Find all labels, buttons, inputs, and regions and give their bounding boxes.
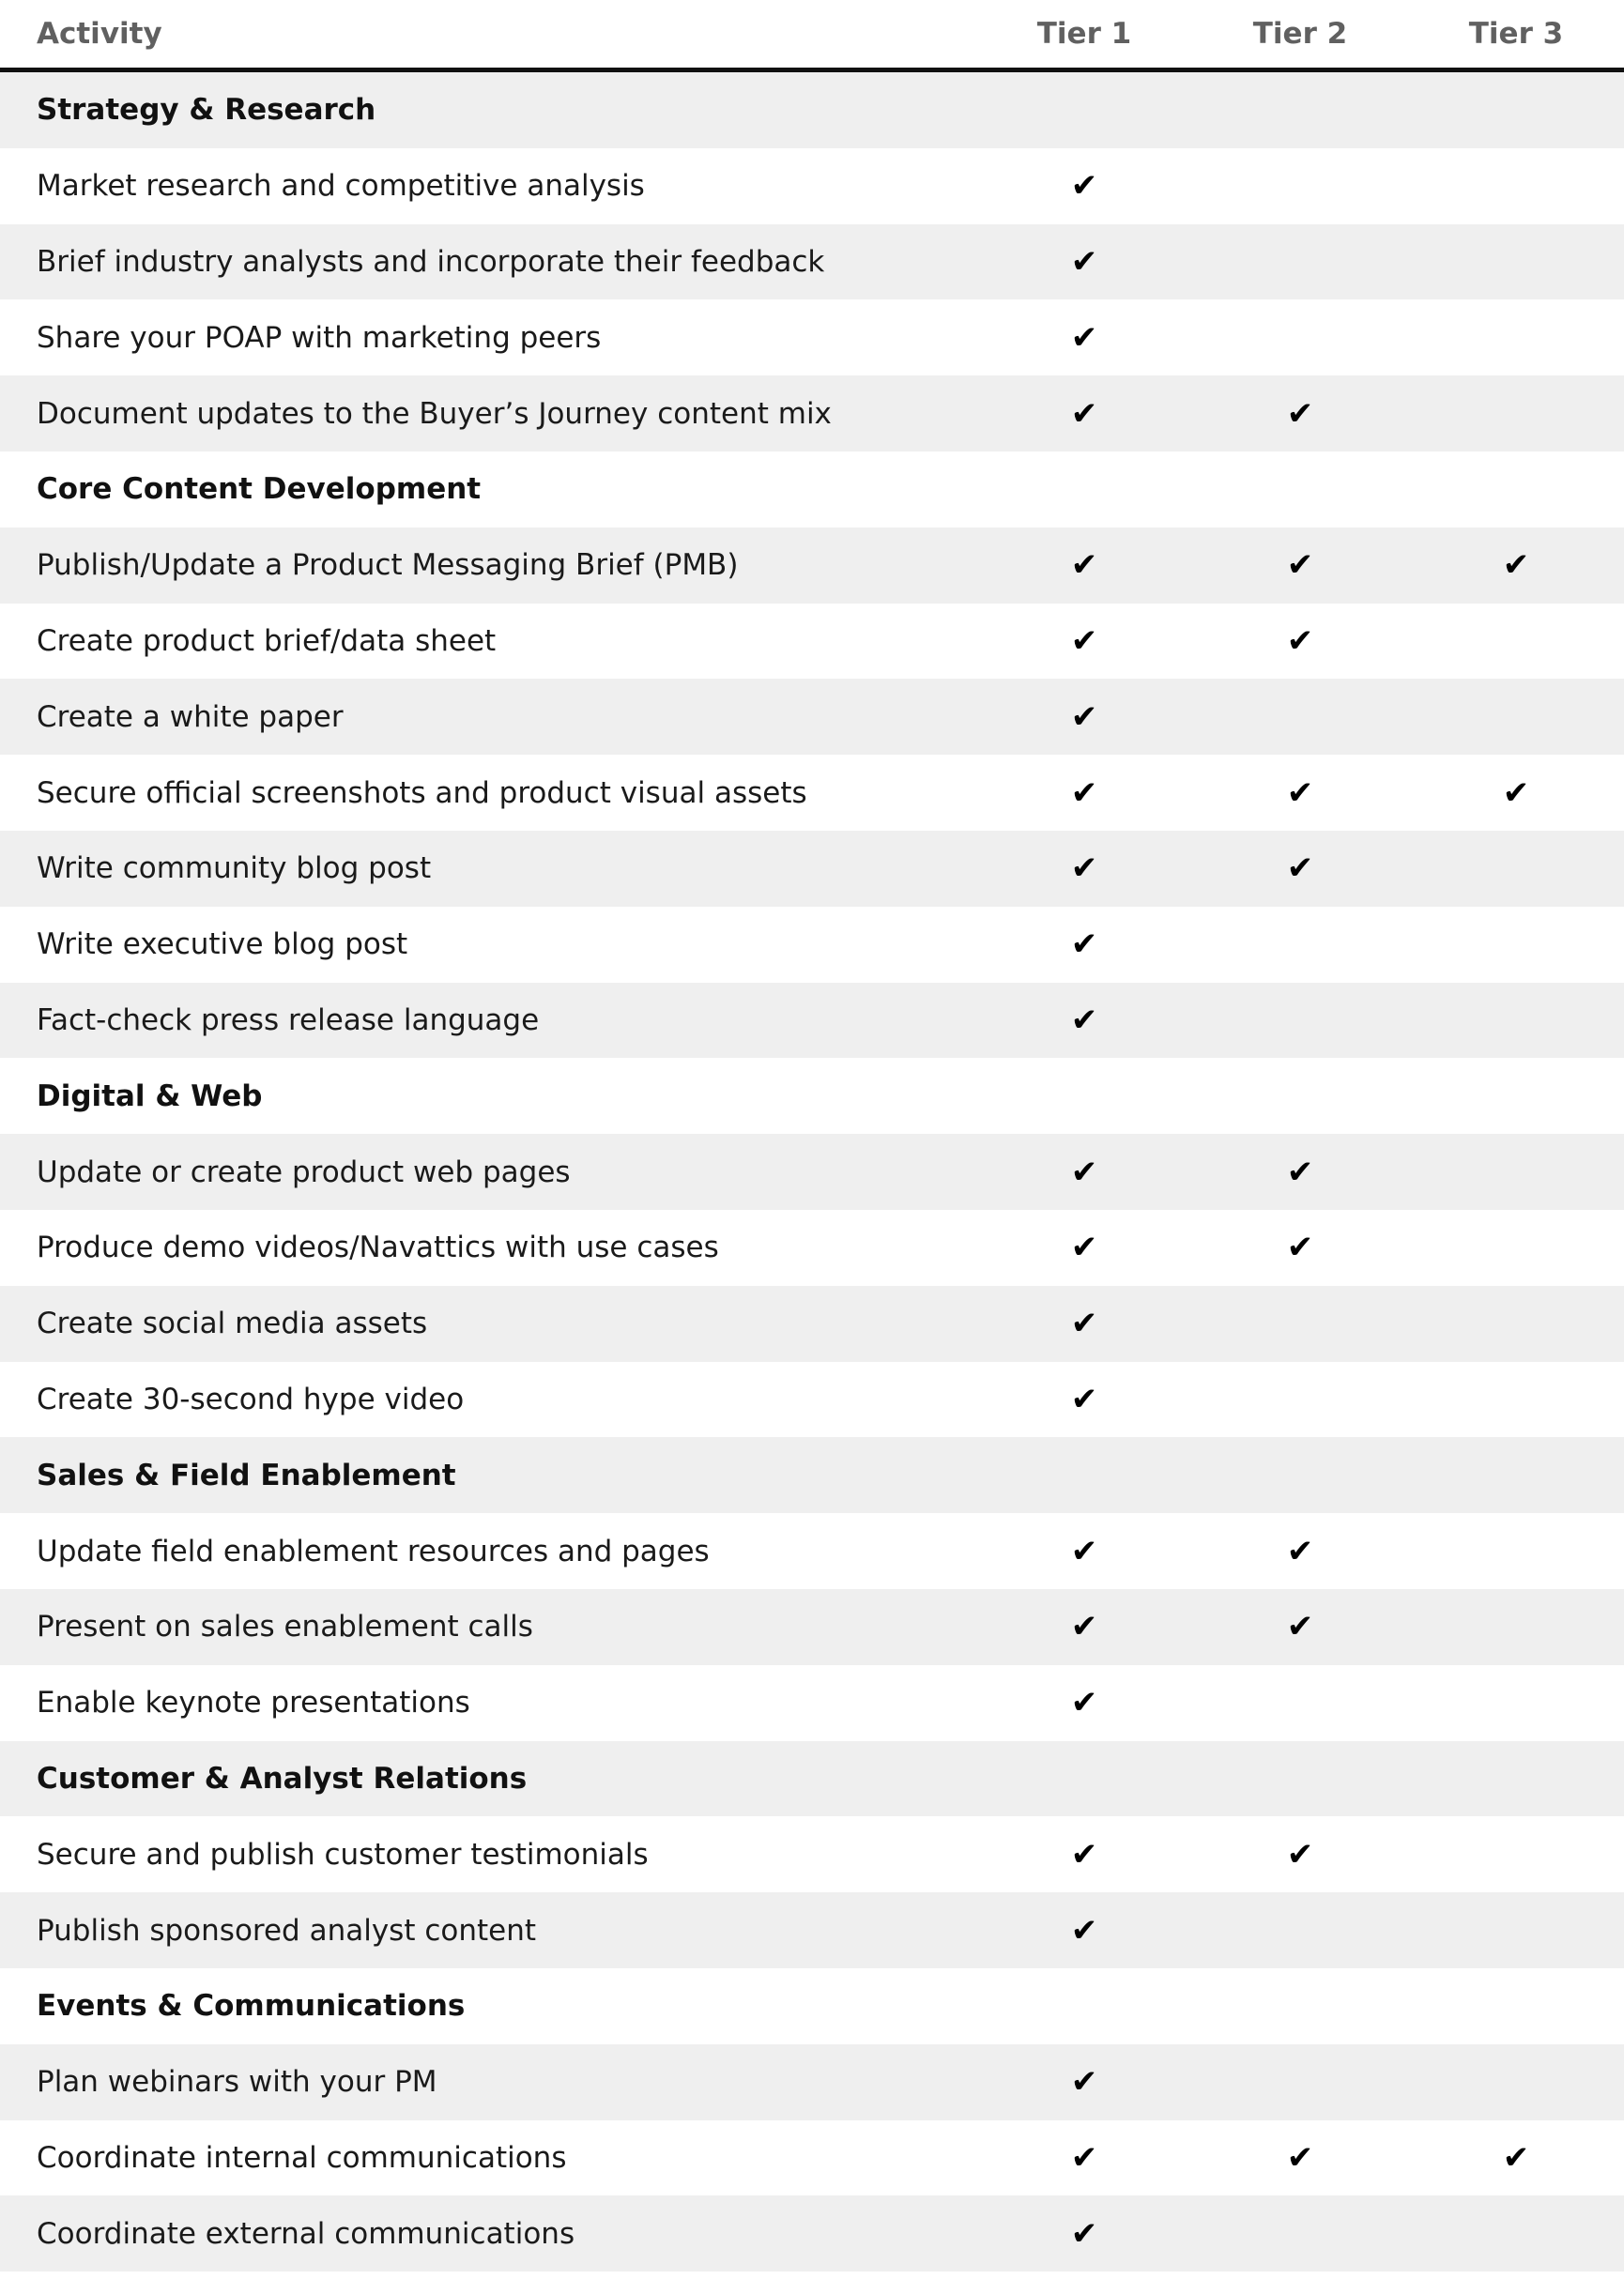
checkmark-icon: ✔ [1070,242,1098,281]
table-row [0,2120,1624,2196]
checkmark-icon: ✔ [1286,1532,1314,1570]
activity-label: Create 30-second hype video [37,1382,465,1416]
activity-label: Publish sponsored analyst content [37,1913,537,1948]
activity-label: Secure and publish customer testimonials [37,1837,649,1872]
checkmark-icon: ✔ [1286,1835,1314,1874]
tier-3-cell [1408,774,1624,812]
checkmark-icon: ✔ [1502,773,1530,812]
table-row [0,1134,1624,1210]
table-row [0,1816,1624,1892]
activity-label: Document updates to the Buyer’s Journey content mix [37,396,832,431]
activity-label: Update field enablement resources and pages [37,1534,710,1568]
checkmark-icon: ✔ [1070,1001,1098,1039]
section-header-row [0,1437,1624,1513]
section-title: Strategy & Research [37,93,376,128]
tier-1-cell [976,1912,1192,1950]
activity-label: Market research and competitive analysis [37,169,645,204]
tier-1-cell [976,1533,1192,1570]
checkmark-icon: ✔ [1070,1532,1098,1570]
activity-label: Share your POAP with marketing peers [37,320,602,355]
tier-2-cell [1192,1836,1408,1874]
table-body [0,72,1624,2271]
checkmark-icon: ✔ [1070,1153,1098,1191]
checkmark-icon: ✔ [1070,318,1098,357]
table-row [0,831,1624,907]
tier-1-cell [976,395,1192,433]
table-row [0,983,1624,1059]
table-row [0,1665,1624,1741]
section-title: Sales & Field Enablement [37,1458,456,1492]
table-row [0,1286,1624,1362]
table-row [0,528,1624,604]
activity-label: Present on sales enablement calls [37,1610,533,1644]
checkmark-icon: ✔ [1070,1229,1098,1267]
checkmark-icon: ✔ [1286,1229,1314,1267]
tier-2-cell [1192,546,1408,584]
tier-1-cell [976,1381,1192,1418]
tier-1-cell [976,698,1192,736]
table-row [0,1589,1624,1665]
checkmark-icon: ✔ [1286,773,1314,812]
table-row [0,299,1624,375]
checkmark-icon: ✔ [1070,621,1098,660]
table-row [0,1210,1624,1286]
activity-label: Create social media assets [37,1307,428,1341]
checkmark-icon: ✔ [1070,849,1098,888]
activity-label: Publish/Update a Product Messaging Brief (PMB) [37,548,739,583]
activity-label: Update or create product web pages [37,1155,571,1189]
checkmark-icon: ✔ [1502,546,1530,585]
column-header-tier-2: Tier 2 [1252,17,1348,51]
section-header-row [0,451,1624,528]
tier-2-cell [1192,1229,1408,1266]
tier-2-cell [1192,849,1408,887]
table-row [0,2044,1624,2120]
checkmark-icon: ✔ [1070,2063,1098,2102]
activity-label: Produce demo videos/Navattics with use cases [37,1231,719,1265]
column-header-activity: Activity [37,17,162,51]
checkmark-icon: ✔ [1502,2138,1530,2177]
tier-1-cell [976,243,1192,281]
tier-1-cell [976,1608,1192,1645]
tier-1-cell [976,2139,1192,2177]
tier-2-cell [1192,1154,1408,1191]
checkmark-icon: ✔ [1070,394,1098,433]
tier-2-cell [1192,1533,1408,1570]
activity-label: Write executive blog post [37,927,408,962]
activity-label: Write community blog post [37,851,432,886]
checkmark-icon: ✔ [1286,1608,1314,1646]
tier-1-cell [976,849,1192,887]
checkmark-icon: ✔ [1070,1380,1098,1418]
checkmark-icon: ✔ [1070,2138,1098,2177]
activity-label: Enable keynote presentations [37,1686,470,1721]
checkmark-icon: ✔ [1070,167,1098,206]
checkmark-icon: ✔ [1286,2138,1314,2177]
checkmark-icon: ✔ [1070,925,1098,964]
tier-1-cell [976,622,1192,660]
checkmark-icon: ✔ [1286,1153,1314,1191]
tier-1-cell [976,925,1192,963]
tier-1-cell [976,2215,1192,2253]
section-title: Customer & Analyst Relations [37,1761,528,1796]
table-row [0,1513,1624,1589]
tier-1-cell [976,1154,1192,1191]
checkmark-icon: ✔ [1286,849,1314,888]
tier-1-cell [976,1002,1192,1039]
section-header-row [0,1741,1624,1817]
table-row [0,679,1624,755]
activity-label: Coordinate internal communications [37,2140,567,2175]
activity-label: Create a white paper [37,699,344,734]
column-header-tier-1: Tier 1 [1036,17,1132,51]
checkmark-icon: ✔ [1070,1608,1098,1646]
table-row [0,604,1624,680]
checkmark-icon: ✔ [1070,2214,1098,2253]
tier-1-cell [976,319,1192,357]
tier-2-cell [1192,622,1408,660]
checkmark-icon: ✔ [1286,546,1314,585]
tier-1-cell [976,1305,1192,1342]
activity-label: Plan webinars with your PM [37,2065,437,2100]
column-header-tier-3: Tier 3 [1468,17,1564,51]
section-header-row [0,1058,1624,1134]
tier-2-cell [1192,395,1408,433]
tier-1-cell [976,1836,1192,1874]
section-header-row [0,72,1624,148]
checkmark-icon: ✔ [1286,394,1314,433]
checkmark-icon: ✔ [1070,697,1098,736]
section-header-row [0,1968,1624,2044]
tier-2-cell [1192,1608,1408,1645]
activity-label: Coordinate external communications [37,2216,575,2251]
table-row [0,1362,1624,1438]
table-row [0,907,1624,983]
table-header [0,0,1624,72]
activity-label: Create product brief/data sheet [37,623,497,658]
tier-2-cell [1192,774,1408,812]
activity-label: Brief industry analysts and incorporate their feedback [37,244,825,279]
tier-1-cell [976,167,1192,205]
tier-3-cell [1408,546,1624,584]
activity-label: Secure official screenshots and product visual assets [37,775,807,810]
table-row [0,1892,1624,1968]
table-row [0,2195,1624,2271]
checkmark-icon: ✔ [1070,1684,1098,1722]
tier-1-cell [976,546,1192,584]
section-title: Digital & Web [37,1078,263,1113]
checkmark-icon: ✔ [1070,546,1098,585]
checkmark-icon: ✔ [1070,773,1098,812]
tier-1-cell [976,2063,1192,2101]
table-row [0,375,1624,451]
tier-2-cell [1192,2139,1408,2177]
section-title: Core Content Development [37,472,482,507]
checkmark-icon: ✔ [1070,1835,1098,1874]
activity-label: Fact-check press release language [37,1002,540,1037]
table-row [0,148,1624,224]
checkmark-icon: ✔ [1070,1911,1098,1950]
table-row [0,755,1624,831]
tier-1-cell [976,1229,1192,1266]
table-row [0,224,1624,300]
section-title: Events & Communications [37,1989,466,2024]
tier-1-cell [976,1684,1192,1721]
tier-1-cell [976,774,1192,812]
checkmark-icon: ✔ [1070,1305,1098,1343]
checkmark-icon: ✔ [1286,621,1314,660]
tier-3-cell [1408,2139,1624,2177]
